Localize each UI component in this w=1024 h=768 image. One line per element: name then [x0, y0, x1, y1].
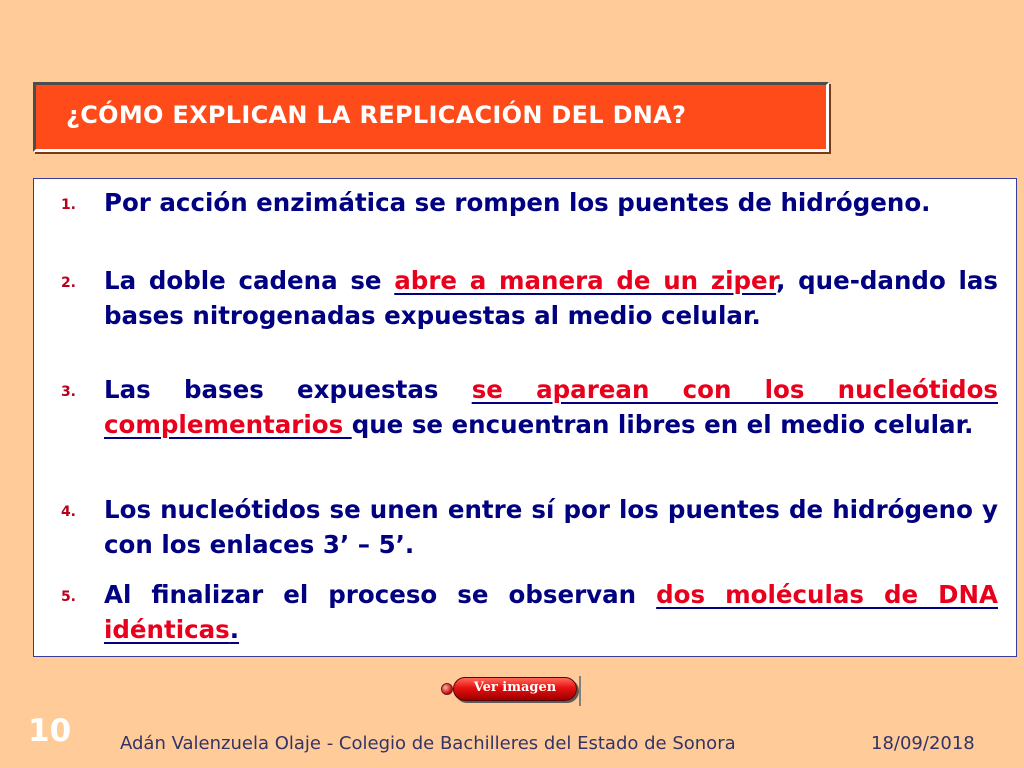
list-item-text: [104, 372, 998, 442]
footer-text: Adán Valenzuela Olaje - Colegio de Bachilleres del Estado de Sonora: [120, 733, 736, 754]
item-text: Por acción enzimática se rompen los puentes de hidrógeno.: [104, 188, 931, 217]
list-item-text: [104, 492, 998, 562]
item-text: La doble cadena se: [104, 266, 395, 295]
item-text: , que-dando las bases nitrogenadas expuestas al medio celular.: [104, 266, 998, 330]
list-number: 1.: [60, 197, 76, 213]
list-number: 3.: [60, 384, 76, 400]
title-box: [33, 82, 829, 152]
list-item-text: [104, 263, 998, 333]
list-number: 2.: [60, 275, 76, 291]
highlighted-text: abre a manera de un ziper: [394, 266, 777, 295]
footer-date: 18/09/2018: [871, 733, 975, 754]
list-number: 5.: [60, 589, 76, 605]
item-text: que se encuentran libres en el medio celular.: [351, 410, 974, 439]
item-text: Al finalizar el proceso se observan: [104, 580, 657, 609]
ver-imagen-button-group: [441, 676, 581, 706]
button-frame-divider: [579, 676, 581, 706]
slide-number: 10: [28, 713, 72, 749]
item-text: Las bases expuestas: [104, 375, 472, 404]
highlighted-text: se aparean con los nucleótidos complementarios: [104, 375, 998, 439]
list-number: 4.: [60, 504, 76, 520]
bullet-icon: [441, 683, 453, 695]
slide-title: ¿CÓMO EXPLICAN LA REPLICACIÓN DEL DNA?: [66, 101, 687, 129]
highlighted-text: dos moléculas de DNA idénticas: [104, 580, 998, 644]
item-text: .: [229, 615, 240, 644]
item-text: Los nucleótidos se unen entre sí por los puentes de hidrógeno y con los enlaces 3’ – 5’.: [104, 495, 998, 559]
list-item-text: [104, 577, 998, 647]
list-item-text: [104, 185, 998, 220]
content-box: [33, 178, 1017, 657]
button-label: Ver imagen: [473, 680, 557, 695]
ver-imagen-button[interactable]: [453, 677, 577, 701]
